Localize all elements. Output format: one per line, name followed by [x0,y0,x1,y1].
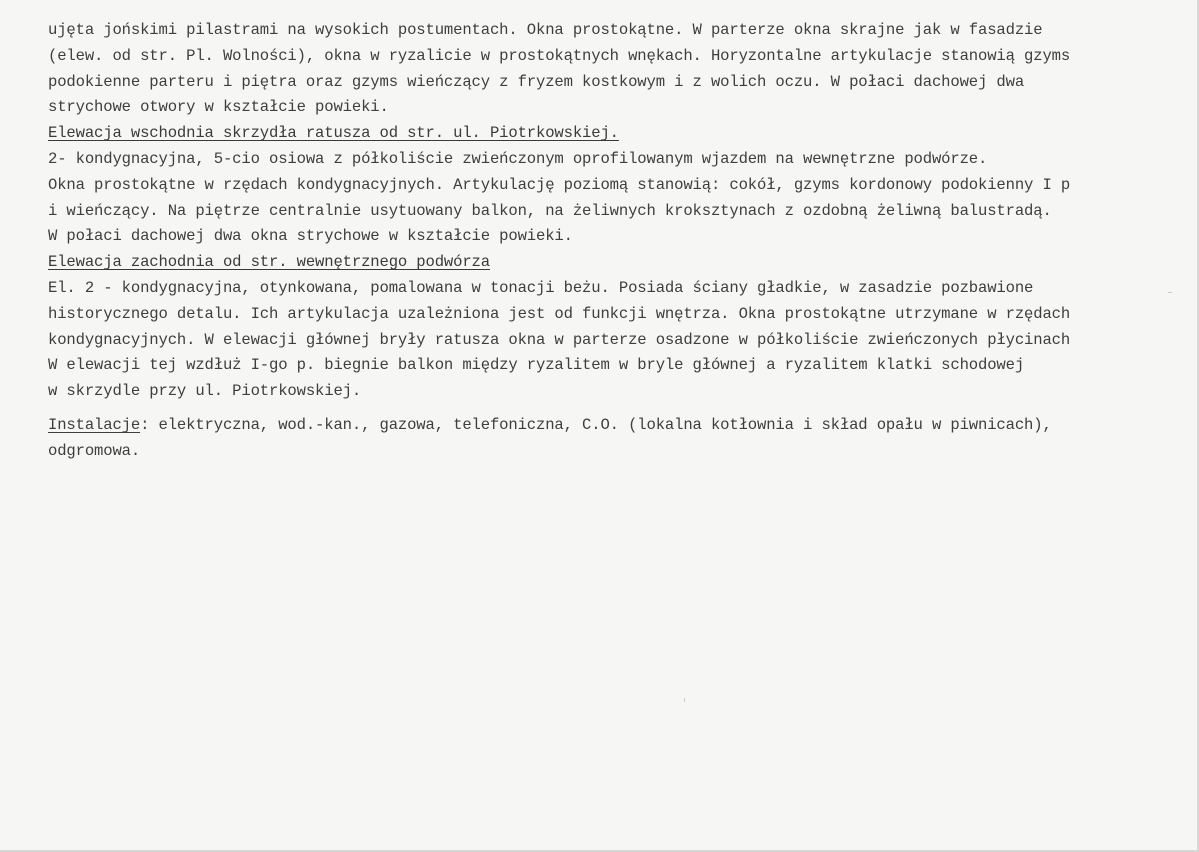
section-heading-east-elevation: Elewacja wschodnia skrzydła ratusza od str. ul. Piotrkowskiej. [48,124,619,143]
text-line: El. 2 - kondygnacyjna, otynkowana, pomalowana w tonacji beżu. Posiada ściany gładkie, w zasadzie pozbawione [48,278,1034,297]
text-line: (elew. od str. Pl. Wolności), okna w ryzalicie w prostokątnych wnękach. Horyzontalne artykulacje stanowią gzyms [48,46,1071,65]
text-line: W elewacji tej wzdłuż I-go p. biegnie balkon między ryzalitem w bryle głównej a ryzalitem klatki schodowej [48,356,1025,375]
text-line: Okna prostokątne w rzędach kondygnacyjnych. Artykulację poziomą stanowią: cokół, gzyms kordonowy podokienny I p [48,175,1071,194]
text-line: w skrzydle przy ul. Piotrkowskiej. [48,382,362,401]
typed-text-body [48,18,1188,465]
text-line: i wieńczący. Na piętrze centralnie usytuowany balkon, na żeliwnych kroksztynach z ozdobną żeliwną balustradą. [48,201,1052,220]
installations-list: : elektryczna, wod.-kan., gazowa, telefoniczna, C.O. (lokalna kotłownia i skład opału w piwnicach), [140,415,1052,434]
text-line: historycznego detalu. Ich artykulacja uzależniona jest od funkcji wnętrza. Okna prostokątne utrzymane w rzędach [48,304,1071,323]
text-line: podokienne parteru i piętra oraz gzyms wieńczący z fryzem kostkowym i z wolich oczu. W połaci dachowej dwa [48,72,1025,91]
paper-speck [1168,292,1172,293]
installations-line [48,413,1188,439]
installations-label: Instalacje [48,415,141,434]
paper-speck [684,698,685,702]
text-line: odgromowa. [48,441,141,460]
paragraph-gap [48,405,1188,413]
text-line: W połaci dachowej dwa okna strychowe w kształcie powieki. [48,227,573,246]
text-line: kondygnacyjnych. W elewacji głównej bryły ratusza okna w parterze osadzone w półkoliście zwieńczonych płycinach [48,330,1071,349]
text-line: 2- kondygnacyjna, 5-cio osiowa z półkoliście zwieńczonym oprofilowanym wjazdem na wewnętrzne podwórze. [48,149,988,168]
text-line: strychowe otwory w kształcie powieki. [48,98,389,117]
text-line: ujęta jońskimi pilastrami na wysokich postumentach. Okna prostokątne. W parterze okna skrajne jak w fasadzie [48,21,1043,39]
section-heading-west-elevation: Elewacja zachodnia od str. wewnętrznego podwórza [48,253,490,272]
